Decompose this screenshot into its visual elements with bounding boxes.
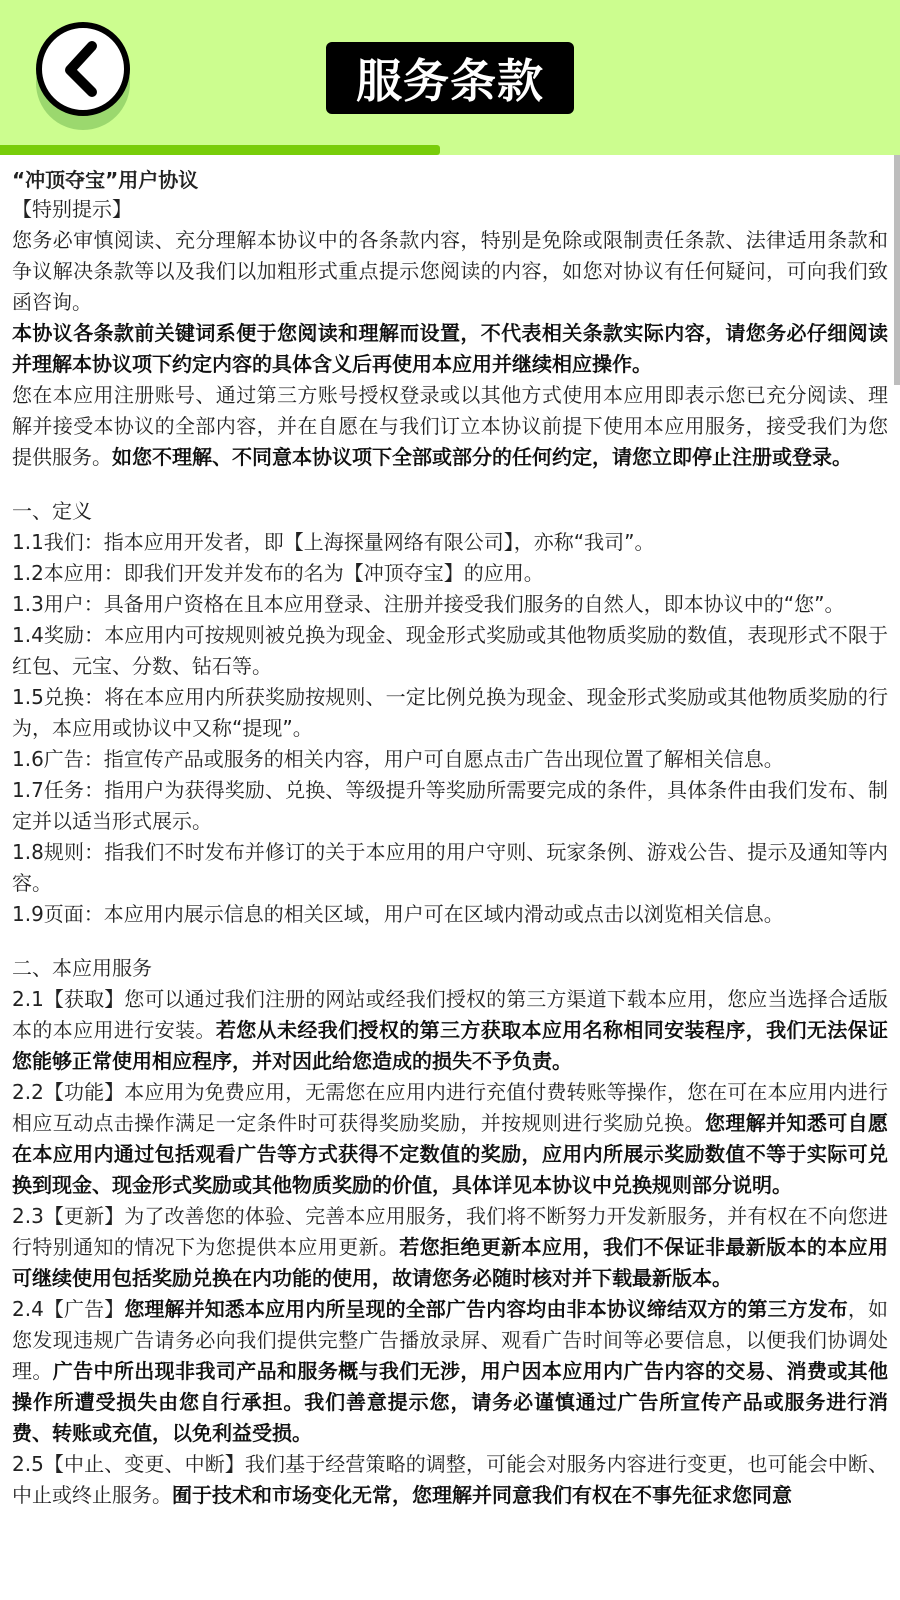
text: 您在本应用注册账号、通过第三方账号授权登录或以其他方式使用本应用即表示您已充分阅读、理解并接受本协议的全部内容，并在自愿在与我们订立本协议前提下使用本应用服务，接受我们为您提供服务。: [12, 383, 888, 469]
tip-heading: 【特别提示】: [12, 197, 132, 221]
text: 2.2【功能】本应用为免费应用，无需您在应用内进行充值付费转账等操作，您在可在本应用内进行相应互动点击操作满足一定条件时可获得奖励奖励，并按规则进行奖励兑换。: [12, 1080, 888, 1135]
clause-2-1: [12, 984, 888, 1077]
bold-text: 广告中所出现非我司产品和服务概与我们无涉，用户因本应用内广告内容的交易、消费或其他操作所遭受损失由您自行承担。我们善意提示您，请务必谨慎通过广告所宣传产品或服务进行消费、转账或充值，以免利益受损。: [12, 1359, 889, 1445]
bold-text: 您理解并知悉本应用内所呈现的全部广告内容均由非本协议缔结双方的第三方发布: [124, 1297, 848, 1321]
definition-item: 1.1我们：指本应用开发者，即【上海探量网络有限公司】，亦称“我司”。: [12, 530, 655, 554]
agreement-title: “冲顶夺宝”用户协议: [12, 168, 199, 192]
clause-2-5: [12, 1449, 888, 1511]
text: 2.5【中止、变更、中断】我们基于经营策略的调整，可能会对服务内容进行变更，也可能会中断、中止或终止服务。: [12, 1452, 888, 1507]
clause-2-2: [12, 1077, 888, 1201]
bold-text: 如您不理解、不同意本协议项下全部或部分的任何约定，请您立即停止注册或登录。: [112, 445, 852, 469]
tip-paragraph-2: [12, 318, 888, 380]
bold-text: 囿于技术和市场变化无常，您理解并同意我们有权在不事先征求您同意: [172, 1483, 792, 1507]
page-title: 服务条款: [356, 54, 544, 108]
definition-item: 1.6广告：指宣传产品或服务的相关内容，用户可自愿点击广告出现位置了解相关信息。: [12, 747, 784, 771]
reading-progress-bar: [0, 145, 440, 155]
header-bar: [0, 0, 900, 155]
definition-item: 1.5兑换：将在本应用内所获奖励按规则、一定比例兑换为现金、现金形式奖励或其他物质奖励的行为，本应用或协议中又称“提现”。: [12, 685, 888, 740]
bold-text: 若您从未经我们授权的第三方获取本应用名称相同安装程序，我们无法保证您能够正常使用相应程序，并对因此给您造成的损失不予负责。: [12, 1018, 889, 1073]
tip-paragraph-3: [12, 380, 888, 473]
page-title-box: [326, 42, 574, 114]
section-2-heading: 二、本应用服务: [12, 956, 152, 980]
clause-2-4: [12, 1294, 888, 1449]
bold-text: 若您拒绝更新本应用，我们不保证非最新版本的本应用可继续使用包括奖励兑换在内功能的使用，故请您务必随时核对并下载最新版本。: [12, 1235, 889, 1290]
bold-text: 您理解并知悉可自愿在本应用内通过包括观看广告等方式获得不定数值的奖励，应用内所展示奖励数值不等于实际可兑换到现金、现金形式奖励或其他物质奖励的价值，具体详见本协议中兑换规则部分说明。: [12, 1111, 889, 1197]
scrollbar[interactable]: [894, 155, 900, 385]
definition-item: 1.7任务：指用户为获得奖励、兑换、等级提升等奖励所需要完成的条件，具体条件由我们发布、制定并以适当形式展示。: [12, 778, 888, 833]
tip-paragraph-1: 您务必审慎阅读、充分理解本协议中的各条款内容，特别是免除或限制责任条款、法律适用条款和争议解决条款等以及我们以加粗形式重点提示您阅读的内容，如您对协议有任何疑问，可向我们致函咨询。: [12, 228, 888, 314]
chevron-left-icon: [42, 28, 124, 110]
text: 2.1【获取】您可以通过我们注册的网站或经我们授权的第三方渠道下载本应用，您应当选择合适版本的本应用进行安装。: [12, 987, 888, 1042]
bold-text: 本协议各条款前关键词系便于您阅读和理解而设置，不代表相关条款实际内容，请您务必仔细阅读并理解本协议项下约定内容的具体含义后再使用本应用并继续相应操作。: [12, 321, 888, 376]
back-button[interactable]: [36, 22, 130, 130]
definition-item: 1.2本应用：即我们开发并发布的名为【冲顶夺宝】的应用。: [12, 561, 544, 585]
text: ，如您发现违规广告请务必向我们提供完整广告播放录屏、观看广告时间等必要信息，以便我们协调处理。: [12, 1297, 889, 1383]
text: 2.3【更新】为了改善您的体验、完善本应用服务，我们将不断努力开发新服务，并有权在不向您进行特别通知的情况下为您提供本应用更新。: [12, 1204, 888, 1259]
section-1-heading: 一、定义: [12, 499, 92, 523]
definition-item: 1.4奖励：本应用内可按规则被兑换为现金、现金形式奖励或其他物质奖励的数值，表现形式不限于红包、元宝、分数、钻石等。: [12, 623, 888, 678]
text: 2.4【广告】: [12, 1297, 125, 1321]
definition-item: 1.8规则：指我们不时发布并修订的关于本应用的用户守则、玩家条例、游戏公告、提示及通知等内容。: [12, 840, 888, 895]
definition-item: 1.9页面：本应用内展示信息的相关区域，用户可在区域内滑动或点击以浏览相关信息。: [12, 902, 784, 926]
back-button-circle: [36, 22, 130, 116]
clause-2-3: [12, 1201, 888, 1294]
definition-item: 1.3用户：具备用户资格在且本应用登录、注册并接受我们服务的自然人，即本协议中的“您”。: [12, 592, 845, 616]
agreement-content: [12, 166, 888, 1511]
